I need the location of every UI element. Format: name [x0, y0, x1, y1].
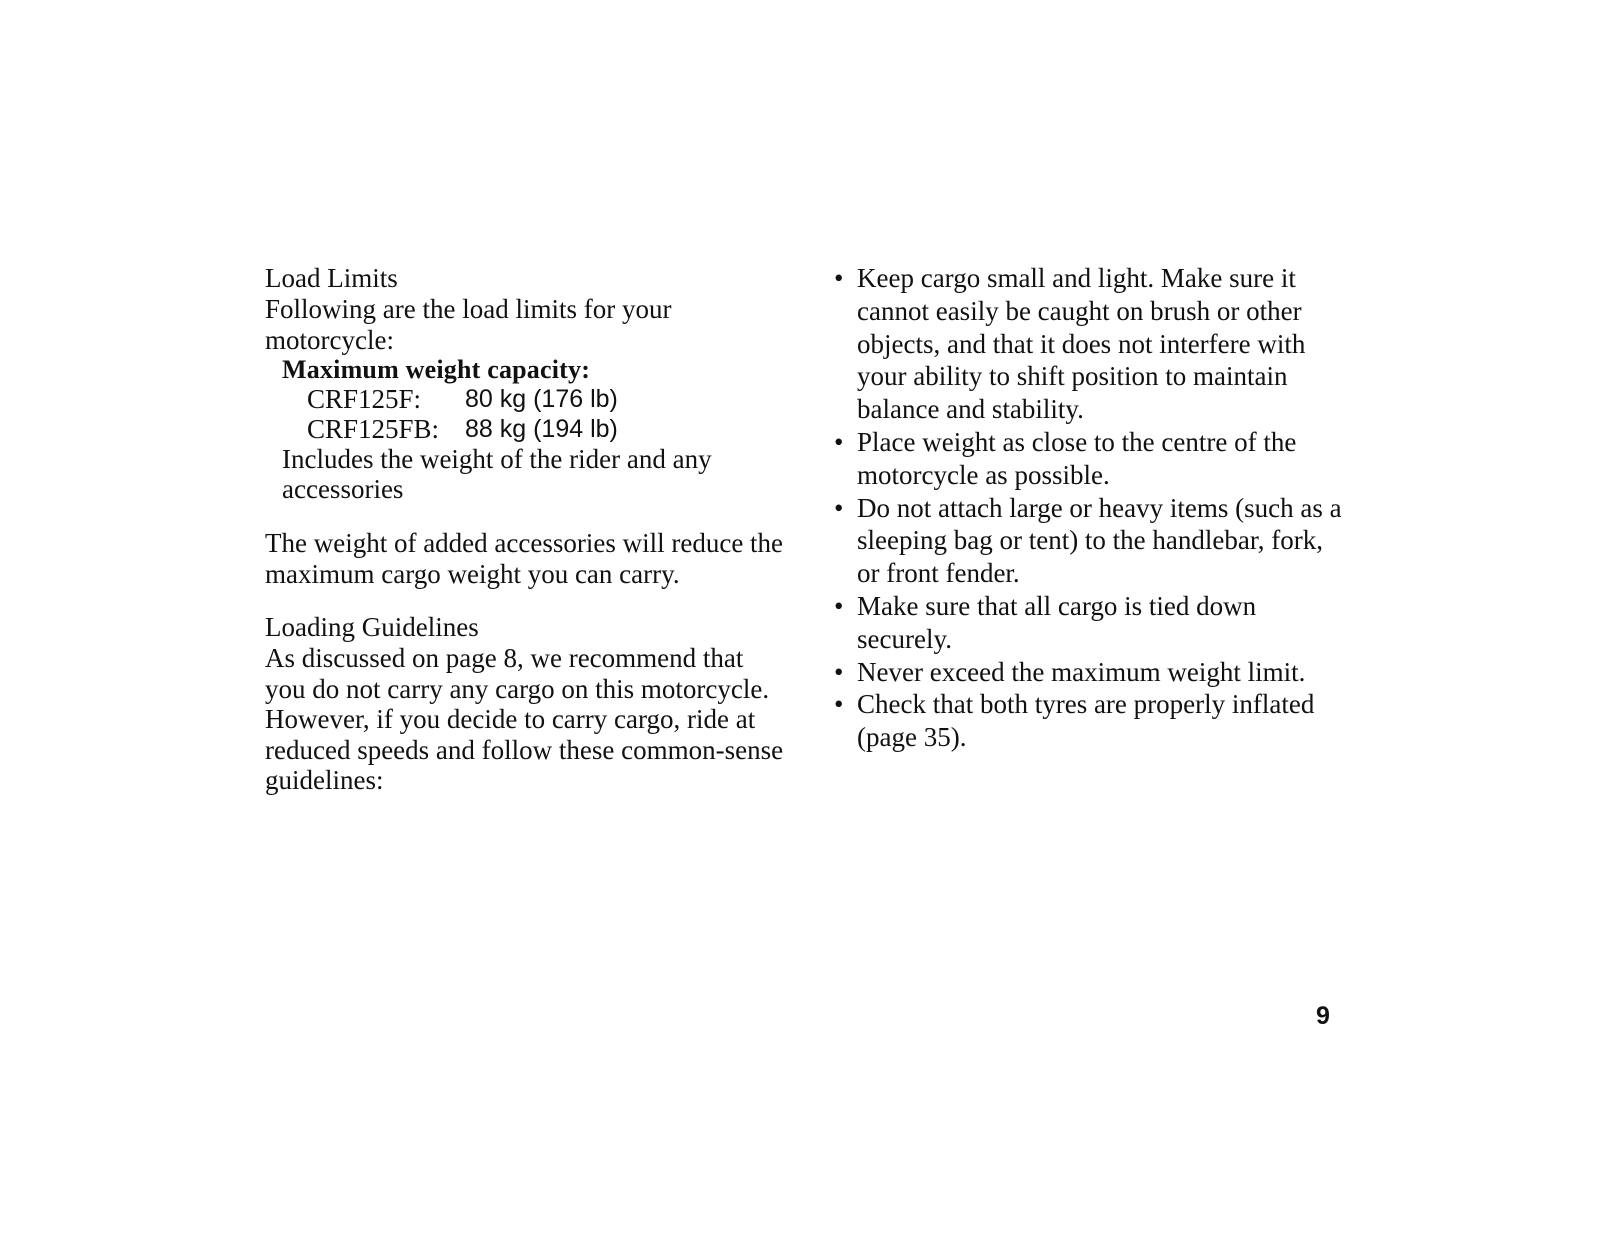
- list-item-text: Do not attach large or heavy items (such as a sleeping bag or tent) to the handlebar, fork, or front fender.: [857, 492, 1342, 589]
- spec-model: CRF125F:: [307, 384, 422, 414]
- spec-value: 88 kg (194 lb): [465, 414, 618, 443]
- weight-capacity-block: [265, 355, 785, 504]
- list-item: [832, 656, 1352, 689]
- bullet-icon: •: [834, 492, 844, 523]
- list-item-text: Make sure that all cargo is tied down securely.: [857, 590, 1257, 654]
- list-item: [832, 262, 1352, 426]
- page-number: 9: [1316, 1002, 1330, 1030]
- bullet-icon: •: [834, 426, 844, 457]
- list-item-text: Never exceed the maximum weight limit.: [857, 656, 1306, 687]
- list-item-text: Check that both tyres are properly inflated (page 35).: [857, 689, 1315, 753]
- load-limits-heading: Load Limits: [265, 263, 398, 293]
- list-item: [832, 590, 1352, 656]
- list-item-text: Keep cargo small and light. Make sure it cannot easily be caught on brush or other objects, and that it does not interfere with your ability to shift position to maintain balance and stability.: [857, 263, 1306, 425]
- capacity-heading: Maximum weight capacity:: [282, 355, 591, 384]
- spec-model: CRF125FB:: [307, 413, 440, 444]
- list-item: [832, 492, 1352, 590]
- list-item-text: Place weight as close to the centre of the motorcycle as possible.: [857, 426, 1297, 490]
- spec-value: 80 kg (176 lb): [465, 385, 618, 413]
- load-limits-intro: Following are the load limits for your motorcycle:: [265, 294, 672, 355]
- spec-row: [282, 415, 785, 445]
- bullet-icon: •: [834, 689, 844, 720]
- list-item: [832, 426, 1352, 492]
- left-column: [265, 262, 785, 796]
- capacity-note: Includes the weight of the rider and any accessories: [282, 444, 712, 504]
- bullet-icon: •: [834, 656, 844, 687]
- right-column: [832, 262, 1352, 754]
- spec-row: [282, 385, 785, 415]
- list-item: [832, 688, 1352, 754]
- loading-guidelines-paragraph: As discussed on page 8, we recommend that you do not carry any cargo on this motorcycle. However, if you decide to carry cargo, ride at reduced speeds and follow these common-sense guidelines:: [265, 643, 784, 795]
- accessories-paragraph: The weight of added accessories will reduce the maximum cargo weight you can carry.: [265, 528, 784, 589]
- bullet-icon: •: [834, 263, 844, 293]
- guidelines-list: [832, 262, 1352, 754]
- loading-guidelines-heading: Loading Guidelines: [265, 612, 479, 642]
- bullet-icon: •: [834, 590, 844, 621]
